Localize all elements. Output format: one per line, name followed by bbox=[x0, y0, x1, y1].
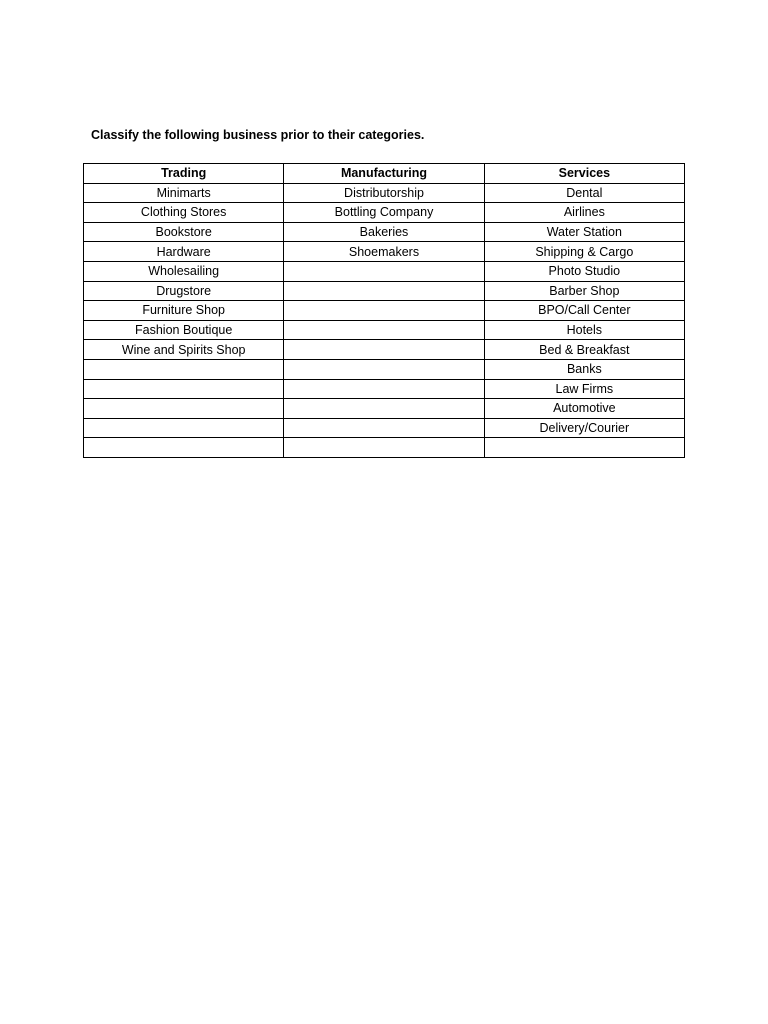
cell-manufacturing: Bakeries bbox=[284, 222, 484, 242]
cell-trading bbox=[84, 379, 284, 399]
cell-manufacturing bbox=[284, 359, 484, 379]
table-row bbox=[84, 242, 685, 262]
cell-services: Hotels bbox=[484, 320, 684, 340]
cell-trading bbox=[84, 399, 284, 419]
table-row bbox=[84, 281, 685, 301]
table-header-row bbox=[84, 164, 685, 184]
cell-trading: Drugstore bbox=[84, 281, 284, 301]
cell-manufacturing bbox=[284, 320, 484, 340]
cell-manufacturing bbox=[284, 261, 484, 281]
cell-manufacturing bbox=[284, 399, 484, 419]
cell-manufacturing bbox=[284, 438, 484, 458]
cell-services bbox=[484, 438, 684, 458]
header-services: Services bbox=[484, 164, 684, 184]
cell-trading: Minimarts bbox=[84, 183, 284, 203]
cell-trading: Furniture Shop bbox=[84, 301, 284, 321]
cell-trading bbox=[84, 418, 284, 438]
cell-manufacturing bbox=[284, 281, 484, 301]
cell-trading: Clothing Stores bbox=[84, 203, 284, 223]
cell-services: Bed & Breakfast bbox=[484, 340, 684, 360]
table-row bbox=[84, 261, 685, 281]
cell-services: Delivery/Courier bbox=[484, 418, 684, 438]
table-row bbox=[84, 359, 685, 379]
table-row bbox=[84, 399, 685, 419]
table-row bbox=[84, 340, 685, 360]
table-row bbox=[84, 418, 685, 438]
cell-services: Shipping & Cargo bbox=[484, 242, 684, 262]
cell-manufacturing: Distributorship bbox=[284, 183, 484, 203]
header-trading: Trading bbox=[84, 164, 284, 184]
cell-services: Dental bbox=[484, 183, 684, 203]
cell-trading: Bookstore bbox=[84, 222, 284, 242]
cell-services: BPO/Call Center bbox=[484, 301, 684, 321]
business-category-table bbox=[83, 163, 685, 458]
table-row bbox=[84, 183, 685, 203]
cell-services: Automotive bbox=[484, 399, 684, 419]
cell-services: Law Firms bbox=[484, 379, 684, 399]
cell-trading: Hardware bbox=[84, 242, 284, 262]
cell-trading bbox=[84, 359, 284, 379]
table-row bbox=[84, 301, 685, 321]
cell-manufacturing bbox=[284, 340, 484, 360]
cell-trading: Wholesailing bbox=[84, 261, 284, 281]
page-title: Classify the following business prior to their categories. bbox=[91, 128, 425, 142]
cell-services: Photo Studio bbox=[484, 261, 684, 281]
table-row bbox=[84, 379, 685, 399]
cell-manufacturing: Shoemakers bbox=[284, 242, 484, 262]
cell-manufacturing bbox=[284, 418, 484, 438]
header-manufacturing: Manufacturing bbox=[284, 164, 484, 184]
cell-manufacturing bbox=[284, 301, 484, 321]
table-row bbox=[84, 222, 685, 242]
table-row bbox=[84, 320, 685, 340]
cell-services: Airlines bbox=[484, 203, 684, 223]
cell-services: Barber Shop bbox=[484, 281, 684, 301]
table-row bbox=[84, 438, 685, 458]
cell-trading bbox=[84, 438, 284, 458]
cell-services: Water Station bbox=[484, 222, 684, 242]
cell-manufacturing bbox=[284, 379, 484, 399]
table-row bbox=[84, 203, 685, 223]
cell-services: Banks bbox=[484, 359, 684, 379]
cell-trading: Fashion Boutique bbox=[84, 320, 284, 340]
cell-trading: Wine and Spirits Shop bbox=[84, 340, 284, 360]
cell-manufacturing: Bottling Company bbox=[284, 203, 484, 223]
